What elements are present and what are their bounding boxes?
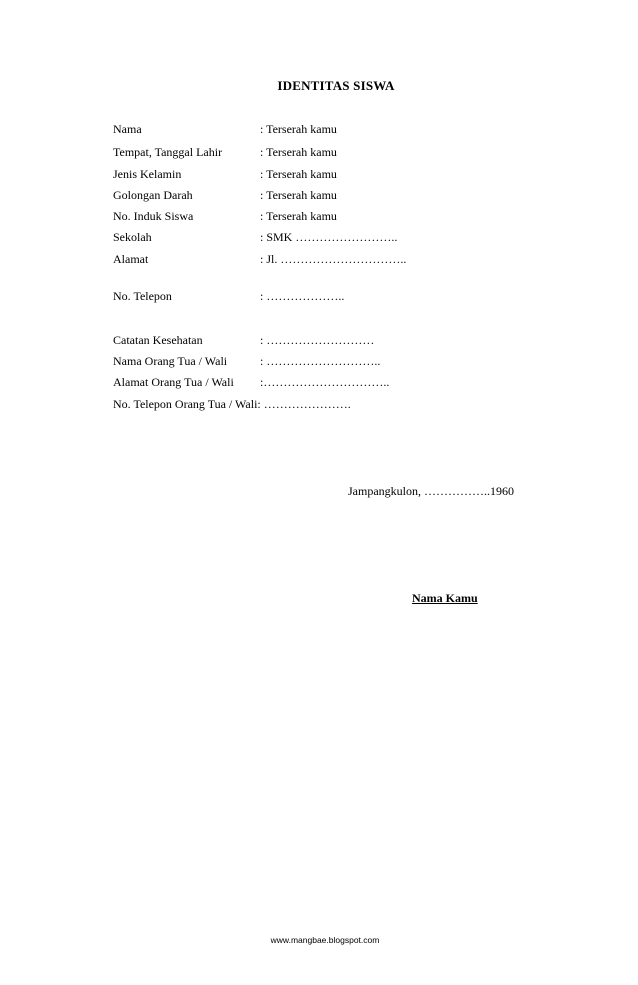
footer [0,935,638,945]
field-label: Nama Orang Tua / Wali [113,354,228,368]
field-value: : ……………….. [260,289,345,303]
field-label: Alamat [113,252,149,266]
place-date: Jampangkulon, ……………..1960 [348,484,514,498]
footer-url: www.mangbae.blogspot.com [270,935,380,945]
field-value: : Terserah kamu [260,122,337,136]
field-value: : SMK …………………….. [260,230,398,244]
field-label: No. Induk Siswa [113,209,194,223]
field-value: : Jl. ………………………….. [260,252,407,266]
field-label: No. Telepon [113,289,172,303]
field-label: Nama [113,122,142,136]
field-label: Golongan Darah [113,188,193,202]
field-label: Tempat, Tanggal Lahir [113,145,223,159]
field-label: Sekolah [113,230,152,244]
field-value: : ……………………….. [260,354,381,368]
field-row-no-telepon-orang-tua [113,397,351,411]
field-value: : Terserah kamu [260,209,337,223]
document-title-text: IDENTITAS SISWA [277,78,395,93]
field-label: Alamat Orang Tua / Wali [113,375,234,389]
document-title [0,78,638,94]
field-label: Catatan Kesehatan [113,333,203,347]
field-label: Jenis Kelamin [113,167,182,181]
field-value: : Terserah kamu [260,145,337,159]
field-value: :………………………….. [260,375,390,389]
field-label: No. Telepon Orang Tua / Wali: …………………. [113,397,351,411]
signature-name: Nama Kamu [412,591,478,605]
field-value: : Terserah kamu [260,188,337,202]
field-value: : Terserah kamu [260,167,337,181]
field-value: : ……………………… [260,333,375,347]
